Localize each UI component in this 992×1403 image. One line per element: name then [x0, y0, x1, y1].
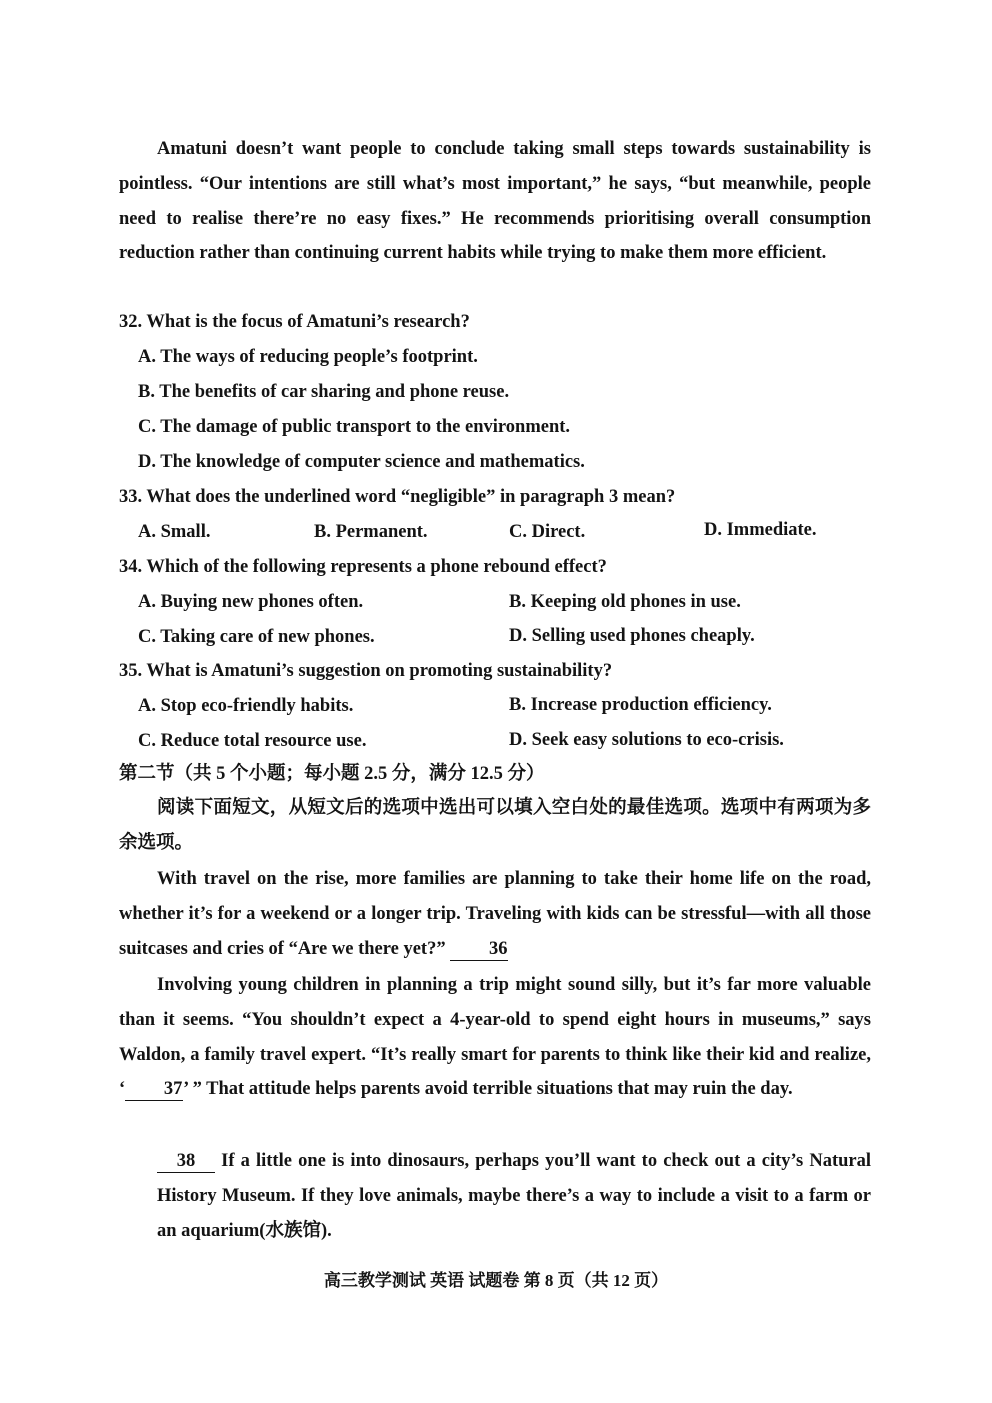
question-34-option-d: D. Selling used phones cheaply. [509, 626, 755, 646]
cloze-paragraph-2-after: ’ ” That attitude helps parents avoid terrible situations that may ruin the day. [183, 1079, 793, 1100]
question-33-stem: 33. What does the underlined word “negligible” in paragraph 3 mean? [119, 487, 676, 507]
section-2-instructions: 阅读下面短文，从短文后的选项中选出可以填入空白处的最佳选项。选项中有两项为多余选项。 [119, 798, 871, 853]
cloze-paragraph-1 [119, 862, 871, 966]
cloze-paragraph-2 [119, 968, 871, 1107]
question-32-option-b: B. The benefits of car sharing and phone reuse. [138, 382, 510, 402]
question-34-option-b: B. Keeping old phones in use. [509, 592, 741, 612]
cloze-paragraph-2-before: Involving young children in planning a trip might sound silly, but it’s far more valuable than it seems. “You shouldn’t expect a 4-year-old to spend eight hours in museums,” says Waldon, a family travel expert. “It’s really smart for parents to think like their kid and realize, ‘ [119, 975, 871, 1100]
question-35-option-a: A. Stop eco-friendly habits. [138, 696, 354, 716]
question-32-option-d: D. The knowledge of computer science and mathematics. [138, 452, 585, 472]
page-footer: 高三教学测试 英语 试题卷 第 8 页（共 12 页） [323, 1271, 669, 1290]
question-33-option-b: B. Permanent. [314, 522, 428, 542]
cloze-paragraph-3-text: If a little one is into dinosaurs, perhaps you’ll want to check out a city’s Natural History Museum. If they love animals, maybe there’s a way to include a visit to a farm or an aquarium(水族馆). [157, 1151, 871, 1241]
cloze-paragraph-1-text: With travel on the rise, more families are planning to take their home life on the road, whether it’s for a weekend or a longer trip. Traveling with kids can be stressful—with all those suitcases and cries of “Are we there yet?” [119, 869, 871, 959]
question-33-option-a: A. Small. [138, 522, 211, 542]
question-32-option-a: A. The ways of reducing people’s footprint. [138, 347, 478, 367]
passage-final-paragraph: Amatuni doesn’t want people to conclude taking small steps towards sustainability is pointless. “Our intentions are still what’s most important,” he says, “but meanwhile, people need to realise there’re no easy fixes.” He recommends prioritising overall consumption reduction rather than continuing current habits while trying to make them more efficient. [119, 139, 871, 264]
question-35-stem: 35. What is Amatuni’s suggestion on promoting sustainability? [119, 661, 613, 681]
question-32-option-c: C. The damage of public transport to the environment. [138, 417, 571, 437]
question-33-option-d: D. Immediate. [704, 520, 817, 540]
question-34-option-c: C. Taking care of new phones. [138, 627, 375, 647]
question-33-option-c: C. Direct. [509, 522, 586, 542]
blank-37[interactable]: 37 [125, 1078, 183, 1101]
question-35-option-d: D. Seek easy solutions to eco-crisis. [509, 730, 784, 750]
question-34-option-a: A. Buying new phones often. [138, 592, 364, 612]
question-35-option-c: C. Reduce total resource use. [138, 731, 367, 751]
question-32-stem: 32. What is the focus of Amatuni’s research? [119, 312, 470, 332]
question-35-option-b: B. Increase production efficiency. [509, 695, 772, 715]
blank-38[interactable]: 38 [157, 1150, 215, 1173]
question-34-stem: 34. Which of the following represents a phone rebound effect? [119, 557, 607, 577]
section-2-heading: 第二节（共 5 个小题；每小题 2.5 分，满分 12.5 分） [119, 764, 545, 784]
blank-36[interactable]: 36 [450, 938, 508, 961]
cloze-paragraph-3 [119, 1144, 871, 1248]
